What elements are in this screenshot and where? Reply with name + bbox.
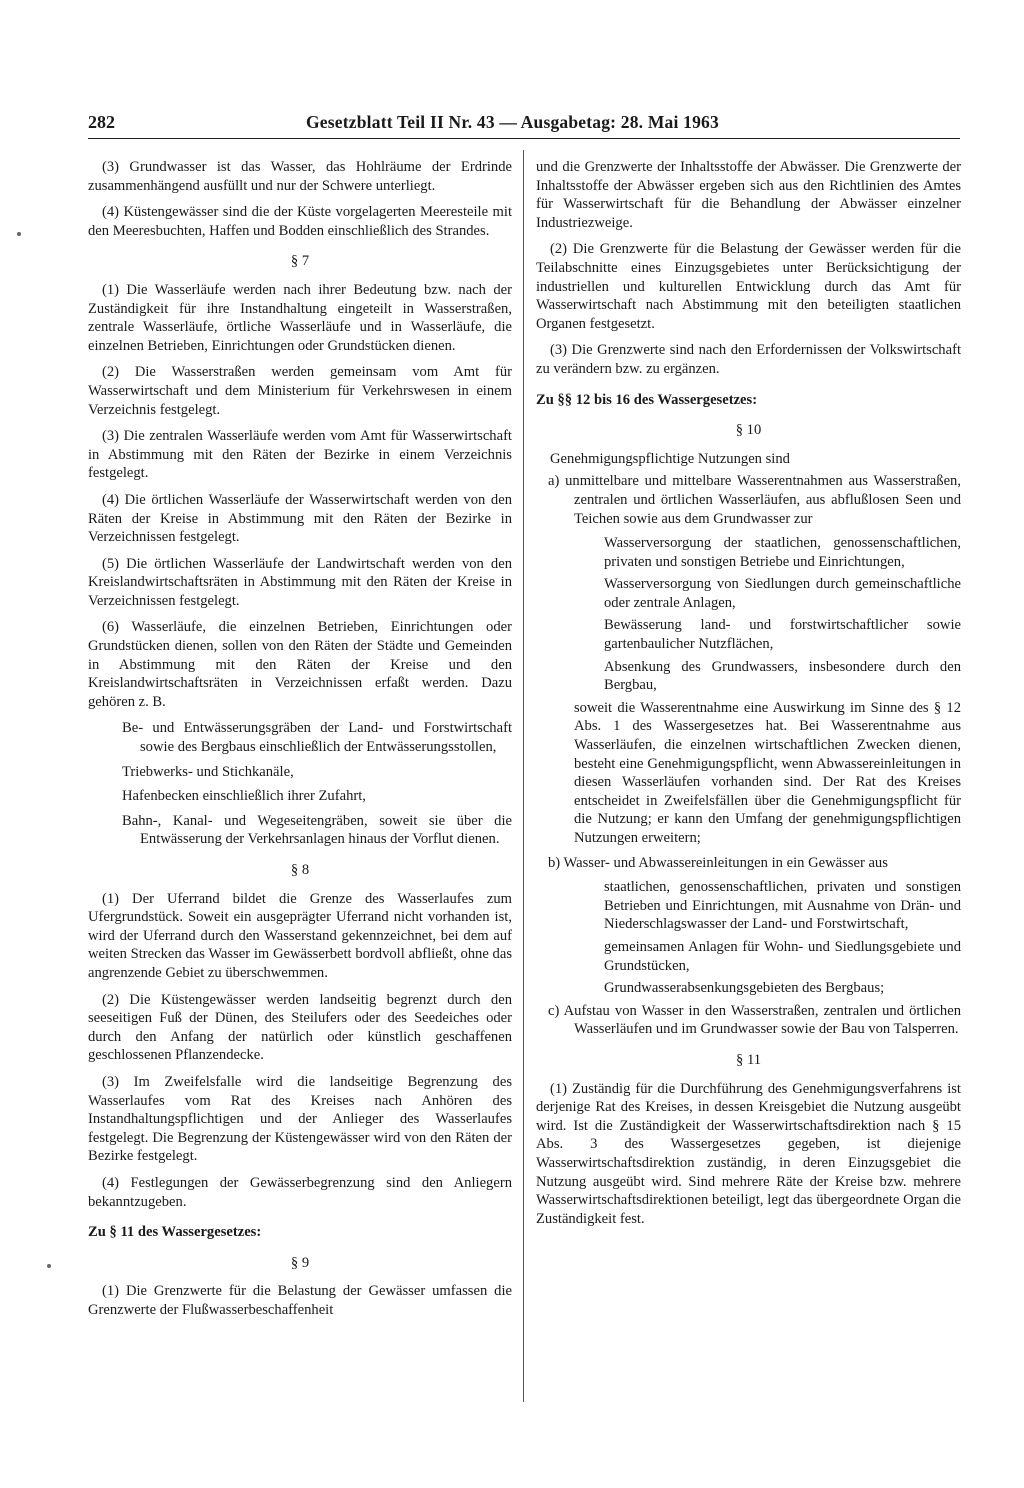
section-heading: § 7 xyxy=(290,253,310,270)
paragraph: Genehmigungspflichtige Nutzungen sind xyxy=(550,450,790,467)
list-continuation: soweit die Wasserentnahme eine Auswirkung im Sinne des § 12 Abs. 1 des Wassergesetzes hat. Bei Wasserentnahme aus Wasserläufen, die einzelnen wirtschaftlichen Zwecken dienen, besteht eine Genehmigungspflicht, wenn Abwassereinleitungen in diesen Wasserläufen vorhanden sind. Der Rat des Kreises entscheidet in Zweifelsfällen über die Genehmigungspflicht für die Nutzung; er kann den Umfang der genehmigungspflichtigen Nutzungen erweitern; xyxy=(574,699,961,846)
paragraph: (1) Die Wasserläufe werden nach ihrer Bedeutung bzw. nach der Zuständigkeit für ihre Instandhaltung eingeteilt in Wasserstraßen, zentrale Wasserläufe, örtliche Wasserläufe und in Wasserläufe, die einzelnen Betrieben, Einrichtungen oder Grundstücken dienen. xyxy=(88,281,512,354)
page-header xyxy=(88,112,960,139)
paragraph: (6) Wasserläufe, die einzelnen Betrieben, Einrichtungen oder Grundstücken dienen, sollen von den Räten der Städte und Gemeinden in Abstimmung mit den Räten der Kreise und den Kreislandwirtschaftsräten in Verzeichnissen erfaßt werden. Dazu gehören z. B. xyxy=(88,619,512,710)
list-item: Hafenbecken einschließlich ihrer Zufahrt, xyxy=(122,788,366,805)
scan-speck xyxy=(47,1264,51,1268)
list-item-a: a) unmittelbare und mittelbare Wasserentnahmen aus Wasserstraßen, zentralen und örtlichen Wasserläufen, aus abflußlosen Seen und Teichen sowie aus dem Grundwasser zur xyxy=(548,473,961,527)
column-divider xyxy=(523,150,524,1402)
list-subitem: Wasserversorgung der staatlichen, genossenschaftlichen, privaten und sonstigen Betriebe und Einrichtungen, xyxy=(604,535,961,570)
page-title: Gesetzblatt Teil II Nr. 43 — Ausgabetag: 28. Mai 1963 xyxy=(306,112,719,132)
paragraph: (3) Im Zweifelsfalle wird die landseitige Begrenzung des Wasserlaufes vom Rat des Kreises nach Anhören des Instandhaltungspflichtigen und der Anlieger des Wasserlaufes festgelegt. Die Begrenzung der Küstengewässer wird von den Räten der Bezirke festgelegt. xyxy=(88,1073,512,1165)
scan-speck xyxy=(17,232,21,236)
paragraph: (3) Die Grenzwerte sind nach den Erfordernissen der Volkswirtschaft zu verändern bzw. zu ergänzen. xyxy=(536,342,961,377)
section-heading: § 11 xyxy=(736,1051,761,1068)
paragraph: (4) Küstengewässer sind die der Küste vorgelagerten Meeresteile mit den Meeresbuchten, Haffen und Bodden einschließlich des Strandes. xyxy=(88,204,512,239)
subheading: Zu § 11 des Wassergesetzes: xyxy=(88,1224,262,1241)
paragraph: und die Grenzwerte der Inhaltsstoffe der Abwässer. Die Grenzwerte der Inhaltsstoffe der Abwässer ergeben sich aus den Richtlinien des Amtes für Wasserwirtschaft für die Behandlung der Abwässer einzelner Industriezweige. xyxy=(536,159,961,231)
list-item: Triebwerks- und Stichkanäle, xyxy=(122,763,294,780)
section-heading: § 9 xyxy=(290,1254,310,1271)
right-column xyxy=(536,158,961,1236)
section-heading: § 8 xyxy=(290,862,310,878)
list-item: Bahn-, Kanal- und Wegeseitengräben, soweit sie über die Entwässerung der Verkehrsanlagen hinaus der Vorflut dienen. xyxy=(122,812,512,848)
paragraph: (1) Der Uferrand bildet die Grenze des Wasserlaufes zum Ufergrundstück. Soweit ein ausgeprägter Uferrand nicht vorhanden ist, wird der Uferrand durch den Wasserstand gekennzeichnet, bei dem auf weiten Strecken das Wasser im Gewässerbett bordvoll abfließt, ohne das angrenzende Gebiet zu überschwemmen. xyxy=(88,890,512,981)
paragraph: (4) Festlegungen der Gewässerbegrenzung sind den Anliegern bekanntzugeben. xyxy=(88,1174,512,1210)
paragraph: (5) Die örtlichen Wasserläufe der Landwirtschaft werden von den Kreislandwirtschaftsräten in Abstimmung mit den Räten der Kreise in Verzeichnissen festgelegt. xyxy=(88,555,512,609)
list-item: Be- und Entwässerungsgräben der Land- und Forstwirtschaft sowie des Bergbaus einschließlich der Entwässerungsstollen, xyxy=(122,720,512,756)
paragraph: (2) Die Wasserstraßen werden gemeinsam vom Amt für Wasserwirtschaft und dem Ministerium für Verkehrswesen in einem Verzeichnis festgelegt. xyxy=(88,364,512,418)
list-subitem: Wasserversorgung von Siedlungen durch gemeinschaftliche oder zentrale Anlagen, xyxy=(604,576,961,611)
section-heading: § 10 xyxy=(735,422,762,439)
subheading: Zu §§ 12 bis 16 des Wassergesetzes: xyxy=(536,391,758,408)
list-subitem: staatlichen, genossenschaftlichen, privaten und sonstigen Betrieben und Einrichtungen, mit Ausnahme von Drän- und Niederschlagswasser der Land- und Forstwirtschaft, xyxy=(604,879,961,933)
list-subitem: Absenkung des Grundwassers, insbesondere durch den Bergbau, xyxy=(604,658,961,694)
list-subitem: Grundwasserabsenkungsgebieten des Bergbaus; xyxy=(604,980,885,997)
paragraph: (2) Die Küstengewässer werden landseitig begrenzt durch den seeseitigen Fuß der Dünen, des Steilufers oder des Seedeiches oder durch den Anfang der natürlich oder künstlich geschaffenen geschlossenen Pflanzendecke. xyxy=(88,991,512,1064)
list-item-b: b) Wasser- und Abwassereinleitungen in ein Gewässer aus xyxy=(548,854,888,871)
paragraph: (1) Zuständig für die Durchführung des Genehmigungsverfahrens ist derjenige Rat des Kreises, in dessen Kreisgebiet die Nutzung ausgeübt wird. Ist die Zuständigkeit der Wasserwirtschaftsdirektion nach § 15 Abs. 3 des Wassergesetzes gegeben, ist diejenige Wasserwirtschaftsdirektion zuständig, in deren Einzugsgebiet die Nutzung ausgeübt wird. Sind mehrere Räte der Kreise bzw. mehrere Wasserwirtschaftsdirektionen beteiligt, legt das übergeordnete Organ die Zuständigkeit fest. xyxy=(536,1080,961,1227)
list-subitem: gemeinsamen Anlagen für Wohn- und Siedlungsgebiete und Grundstücken, xyxy=(604,938,961,974)
list-item-c: c) Aufstau von Wasser in den Wasserstraßen, zentralen und örtlichen Wasserläufen und im Grundwasser sowie der Bau von Talsperren. xyxy=(548,1002,961,1038)
left-column xyxy=(88,158,512,1327)
list-subitem: Bewässerung land- und forstwirtschaftlicher sowie gartenbaulicher Nutzflächen, xyxy=(604,617,961,653)
paragraph: (3) Die zentralen Wasserläufe werden vom Amt für Wasserwirtschaft in Abstimmung mit den Räten der Bezirke in einem Verzeichnis festgelegt. xyxy=(88,428,512,482)
paragraph: (3) Grundwasser ist das Wasser, das Hohlräume der Erdrinde zusammenhängend ausfüllt und nur der Schwere unterliegt. xyxy=(88,159,512,194)
page-number: 282 xyxy=(88,112,115,132)
paragraph: (2) Die Grenzwerte für die Belastung der Gewässer werden für die Teilabschnitte eines Einzugsgebietes unter Berücksichtigung der industriellen und kulturellen Entwicklung durch das Amt für Wasserwirtschaft nach Abstimmung mit den beteiligten staatlichen Organen festgesetzt. xyxy=(536,241,961,332)
paragraph: (1) Die Grenzwerte für die Belastung der Gewässer umfassen die Grenzwerte der Flußwasserbeschaffenheit xyxy=(88,1283,512,1318)
paragraph: (4) Die örtlichen Wasserläufe der Wasserwirtschaft werden von den Räten der Kreise in Abstimmung mit den Räten der Bezirke in Verzeichnissen festgelegt. xyxy=(88,491,512,546)
